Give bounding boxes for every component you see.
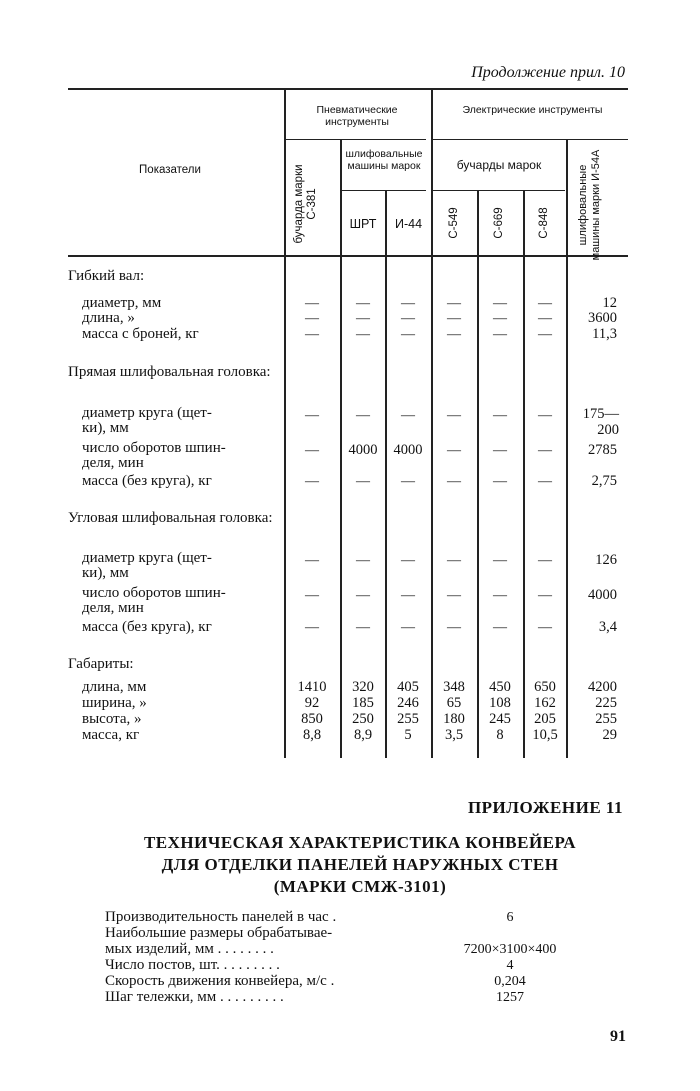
row-label: длина, мм [82,679,147,695]
table-cell: 8,9 [353,727,373,743]
spec-label: мых изделий, мм . . . . . . . . [105,941,274,957]
table-cell: — [493,553,507,568]
spec-value: 1257 [496,990,524,1005]
c669-header: С-669 [493,207,505,239]
table-cell: — [538,474,552,489]
spec-value: 4 [506,958,514,973]
row-label: диаметр круга (щет- [82,550,212,566]
row-label: высота, » [82,711,142,727]
table-cell: 108 [489,695,511,711]
row-label: ки), мм [82,565,129,581]
table-cell: 650 [534,679,556,695]
table-cell: 11,3 [592,326,617,342]
spec-label: Производительность панелей в час . [105,909,337,925]
table-cell: 12 [602,295,617,311]
table-cell: — [493,408,507,423]
row-label: масса, кг [82,727,140,743]
page-number: 91 [610,1028,626,1045]
spec-label: Число постов, шт. . . . . . . . . [105,957,280,973]
table-cell: 2,75 [591,473,617,489]
continuation-label: Продолжение прил. 10 [471,64,625,81]
table-cell: — [356,553,370,568]
table-cell: 450 [489,679,511,695]
table-cell: 92 [304,695,320,711]
row-label: ки), мм [82,420,129,436]
c549-header: С-549 [448,207,460,239]
table-cell: — [305,474,319,489]
table-cell: — [305,588,319,603]
section-title: Гибкий вал: [68,268,145,284]
table-cell: — [493,620,507,635]
table-cell: 4000 [588,587,617,603]
table-cell: — [356,588,370,603]
grinders-group-header: шлифовальные машины марок [345,148,423,172]
spec-label: Наибольшие размеры обрабатывае- [105,925,333,941]
table-cell: — [538,553,552,568]
row-label: масса (без круга), кг [82,619,212,635]
table-cell: 245 [489,711,511,727]
section-title: Угловая шлифовальная головка: [68,510,273,526]
title-line-1: ТЕХНИЧЕСКАЯ ХАРАКТЕРИСТИКА КОНВЕЙЕРА [143,833,577,852]
table-cell: — [447,296,461,311]
row-label: деля, мин [82,455,144,471]
table-cell: — [538,296,552,311]
table-top-rule [68,88,628,90]
table-cell: — [356,408,370,423]
table-cell: — [447,553,461,568]
table-cell: 850 [301,711,323,727]
row-label: диаметр круга (щет- [82,405,212,421]
table-cell: — [538,588,552,603]
spec-label: Шаг тележки, мм . . . . . . . . . [105,989,284,1005]
table-cell: 250 [352,711,374,727]
table-cell: — [401,620,415,635]
table-cell: 29 [602,727,617,743]
table-cell: 4000 [348,442,378,458]
table-cell: 2785 [588,442,617,458]
table-cell: — [447,311,461,326]
table-cell: — [493,443,507,458]
table-cell: 175— 200 [582,406,619,438]
row-label: деля, мин [82,600,144,616]
spec-value: 6 [506,910,514,925]
table-cell: — [356,327,370,342]
table-cell: — [356,296,370,311]
table-cell: — [538,443,552,458]
table-cell: — [305,327,319,342]
row-label: число оборотов шпин- [82,440,226,456]
table-cell: 8 [496,727,504,743]
row-label: масса (без круга), кг [82,473,212,489]
table-cell: 185 [352,695,374,711]
table-cell: 10,5 [532,727,558,743]
table-cell: 3,4 [598,619,617,635]
table-cell: 4200 [588,679,617,695]
table-cell: — [447,620,461,635]
table-cell: — [538,327,552,342]
i44-header: И-44 [394,217,423,231]
row-label: длина, » [82,310,135,326]
table-cell: — [447,443,461,458]
header-bottom-rule [68,255,628,257]
table-cell: 180 [443,711,465,727]
table-cell: — [538,408,552,423]
table-cell: — [305,553,319,568]
table-cell: 65 [446,695,462,711]
table-cell: 348 [443,679,465,695]
table-cell: 225 [595,695,617,711]
table-cell: 126 [595,552,617,568]
section-title: Габариты: [68,656,134,672]
pneu-hammer-header: бучарда марки С-381 [293,164,318,244]
row-label: число оборотов шпин- [82,585,226,601]
table-cell: — [401,408,415,423]
table-cell: — [356,311,370,326]
table-cell: 3600 [588,310,617,326]
table-cell: 255 [595,711,617,727]
table-cell: — [305,620,319,635]
table-cell: — [493,311,507,326]
table-cell: 205 [534,711,556,727]
table-cell: 1410 [297,679,327,695]
shrt-header: ШРТ [349,217,377,231]
electric-group-header: Электрические инструменты [462,104,603,116]
table-cell: — [305,296,319,311]
title-line-3: (МАРКИ СМЖ-3101) [273,877,447,896]
indicators-header: Показатели [139,164,201,176]
spec-value: 7200×3100×400 [463,942,557,957]
table-cell: — [493,327,507,342]
table-cell: — [305,408,319,423]
table-cell: 3,5 [444,727,464,743]
table-cell: — [356,474,370,489]
table-cell: 162 [534,695,556,711]
table-cell: 5 [404,727,412,743]
table-cell: — [401,553,415,568]
table-cell: — [401,327,415,342]
table-cell: 255 [397,711,419,727]
table-cell: — [447,474,461,489]
row-label: ширина, » [82,695,147,711]
c848-header: С-848 [538,207,550,239]
table-cell: 246 [397,695,419,711]
pneumatic-group-header: Пневматические инструменты [316,104,398,128]
table-cell: — [401,296,415,311]
table-cell: — [447,408,461,423]
table-cell: — [447,327,461,342]
row-label: масса с броней, кг [82,326,199,342]
elec-grinder-header: шлифовальные машины марки И-54А [577,149,602,261]
table-cell: — [538,311,552,326]
table-cell: — [493,296,507,311]
table-cell: — [356,620,370,635]
table-cell: — [401,474,415,489]
table-cell: — [305,443,319,458]
table-cell: — [493,474,507,489]
table-cell: — [305,311,319,326]
table-cell: — [493,588,507,603]
row-label: диаметр, мм [82,295,162,311]
spec-value: 0,204 [494,974,526,989]
table-cell: — [401,588,415,603]
table-cell: — [401,311,415,326]
table-cell: 320 [352,679,374,695]
hammers-group-header: бучарды марок [456,158,542,172]
table-cell: — [447,588,461,603]
appendix-heading: ПРИЛОЖЕНИЕ 11 [467,798,623,817]
table-cell: — [538,620,552,635]
table-cell: 4000 [393,442,423,458]
title-line-2: ДЛЯ ОТДЕЛКИ ПАНЕЛЕЙ НАРУЖНЫХ СТЕН [161,855,559,874]
section-title: Прямая шлифовальная головка: [68,364,271,380]
table-cell: 8,8 [302,727,322,743]
spec-label: Скорость движения конвейера, м/с . [105,973,335,989]
table-cell: 405 [397,679,419,695]
